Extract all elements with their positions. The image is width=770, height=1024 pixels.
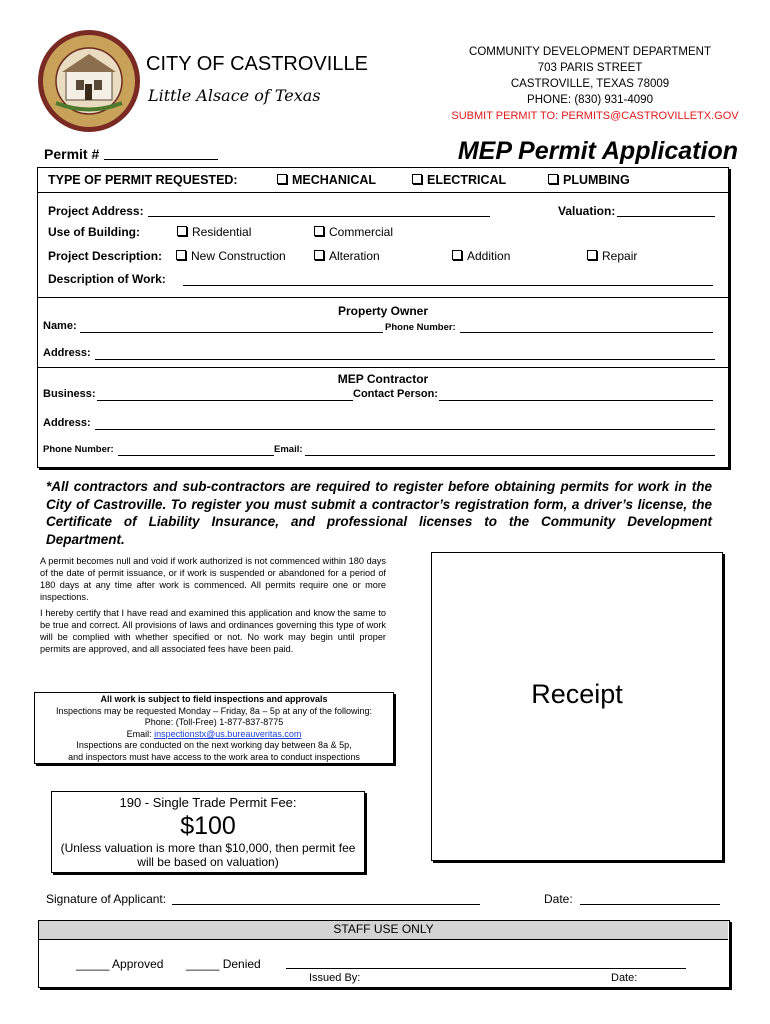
checkbox-icon[interactable] <box>412 174 422 184</box>
owner-name-label: Name: <box>43 320 77 332</box>
inspections-hours: Inspections may be requested Monday – Friday, 8a – 5p at any of the following: <box>55 705 373 716</box>
staff-approved[interactable]: _____ Approved <box>76 957 164 971</box>
project-description-label: Project Description: <box>48 249 163 263</box>
staff-signature-field[interactable] <box>286 968 686 969</box>
contractor-heading: MEP Contractor <box>337 372 429 386</box>
desc-addition[interactable]: Addition <box>452 249 510 263</box>
signature-label: Signature of Applicant: <box>46 892 167 906</box>
inspections-access: and inspectors must have access to the work area to conduct inspections <box>68 751 360 762</box>
description-of-work-field[interactable] <box>183 285 713 286</box>
receipt-box <box>431 552 723 861</box>
description-of-work-label: Description of Work: <box>48 272 166 286</box>
department-name: COMMUNITY DEVELOPMENT DEPARTMENT <box>469 46 711 58</box>
checkbox-icon[interactable] <box>314 226 324 236</box>
fee-amount: $100 <box>180 812 236 840</box>
owner-phone-label: Phone Number: <box>385 322 456 333</box>
department-city: CASTROVILLE, TEXAS 78009 <box>510 78 670 90</box>
signature-field[interactable] <box>172 904 480 905</box>
owner-divider <box>37 297 729 298</box>
inspections-box <box>34 692 394 764</box>
fee-title: 190 - Single Trade Permit Fee: <box>119 795 297 810</box>
owner-address-label: Address: <box>43 347 91 359</box>
use-commercial[interactable]: Commercial <box>314 225 393 239</box>
owner-address-field[interactable] <box>95 359 715 360</box>
department-street: 703 PARIS STREET <box>537 62 643 74</box>
project-address-field[interactable] <box>148 216 490 217</box>
permit-number-field[interactable] <box>104 159 218 160</box>
city-seal <box>36 28 142 134</box>
project-address-label: Project Address: <box>48 204 144 218</box>
inspections-schedule: Inspections are conducted on the next working day between 8a & 5p, <box>76 740 352 751</box>
valuation-field[interactable] <box>617 216 715 217</box>
use-of-building-label: Use of Building: <box>48 225 140 239</box>
checkbox-icon[interactable] <box>176 250 186 260</box>
use-residential[interactable]: Residential <box>177 225 251 239</box>
type-plumbing[interactable]: PLUMBING <box>548 173 630 187</box>
checkbox-icon[interactable] <box>277 174 287 184</box>
owner-phone-field[interactable] <box>460 332 713 333</box>
city-name: CITY OF CASTROVILLE <box>146 53 368 75</box>
department-phone: PHONE: (830) 931-4090 <box>527 94 653 106</box>
contractor-address-label: Address: <box>43 417 91 429</box>
contractor-phone-field[interactable] <box>118 455 274 456</box>
contractor-contact-label: Contact Person: <box>353 388 438 400</box>
fee-note: (Unless valuation is more than $10,000, then permit fee will be based on valuation) <box>60 841 356 869</box>
type-row-divider <box>37 192 729 193</box>
permit-void-notice: A permit becomes null and void if work authorized is not commenced within 180 days of the date of permit issuance, or if work is suspended or abandoned for a period of 180 days at any time after work is commenced. All permits require one or more inspections. <box>40 556 386 602</box>
type-electrical[interactable]: ELECTRICAL <box>412 173 506 187</box>
staff-heading: STAFF USE ONLY <box>333 922 434 936</box>
contractor-business-label: Business: <box>43 388 96 400</box>
checkbox-icon[interactable] <box>548 174 558 184</box>
certification-statement: I hereby certify that I have read and examined this application and know the same to be true and correct. All provisions of laws and ordinances governing this type of work will be complied with whether specified or not. No work may begin until proper permits are approved, and all associated fees have been paid. <box>40 608 386 654</box>
submit-email: SUBMIT PERMIT TO: PERMITS@CASTROVILLETX.GOV <box>451 110 739 122</box>
valuation-label: Valuation: <box>558 204 616 218</box>
contractor-address-field[interactable] <box>95 429 715 430</box>
form-title: MEP Permit Application <box>457 137 738 165</box>
inspections-phone: Phone: (Toll-Free) 1-877-837-8775 <box>144 717 284 728</box>
checkbox-icon[interactable] <box>587 250 597 260</box>
contractor-registration-notice: *All contractors and sub-contractors are required to register before obtaining permits for work in the City of Castroville. To register you must submit a contractor’s registration form, a driver’s license, the Certificate of Liability Insurance, and professional licenses to the Community Development Department. <box>46 479 712 547</box>
staff-date-label: Date: <box>611 972 638 984</box>
signature-date-label: Date: <box>544 892 573 906</box>
contractor-business-field[interactable] <box>97 400 353 401</box>
receipt-label: Receipt <box>531 679 623 709</box>
owner-name-field[interactable] <box>80 332 383 333</box>
desc-alteration[interactable]: Alteration <box>314 249 380 263</box>
contractor-divider <box>37 367 729 368</box>
signature-date-field[interactable] <box>580 904 720 905</box>
checkbox-icon[interactable] <box>314 250 324 260</box>
fee-box <box>51 791 365 873</box>
contractor-email-label: Email: <box>274 444 303 455</box>
desc-new-construction[interactable]: New Construction <box>176 249 286 263</box>
inspections-email-link[interactable]: inspectionstx@us.bureauveritas.com <box>154 728 302 739</box>
contractor-contact-field[interactable] <box>439 400 713 401</box>
owner-heading: Property Owner <box>337 304 429 318</box>
type-mechanical[interactable]: MECHANICAL <box>277 173 376 187</box>
tagline: Little Alsace of Texas <box>148 86 321 105</box>
contractor-email-field[interactable] <box>305 455 715 456</box>
staff-issued-by-label: Issued By: <box>309 972 361 984</box>
desc-repair[interactable]: Repair <box>587 249 637 263</box>
checkbox-icon[interactable] <box>452 250 462 260</box>
staff-denied[interactable]: _____ Denied <box>186 957 261 971</box>
inspections-title: All work is subject to field inspections and approvals <box>100 694 328 704</box>
permit-number-label: Permit # <box>44 146 100 162</box>
inspections-email-line: Email: inspectionstx@us.bureauveritas.com <box>126 728 302 739</box>
type-label: TYPE OF PERMIT REQUESTED: <box>48 173 238 187</box>
contractor-phone-label: Phone Number: <box>43 444 114 455</box>
checkbox-icon[interactable] <box>177 226 187 236</box>
